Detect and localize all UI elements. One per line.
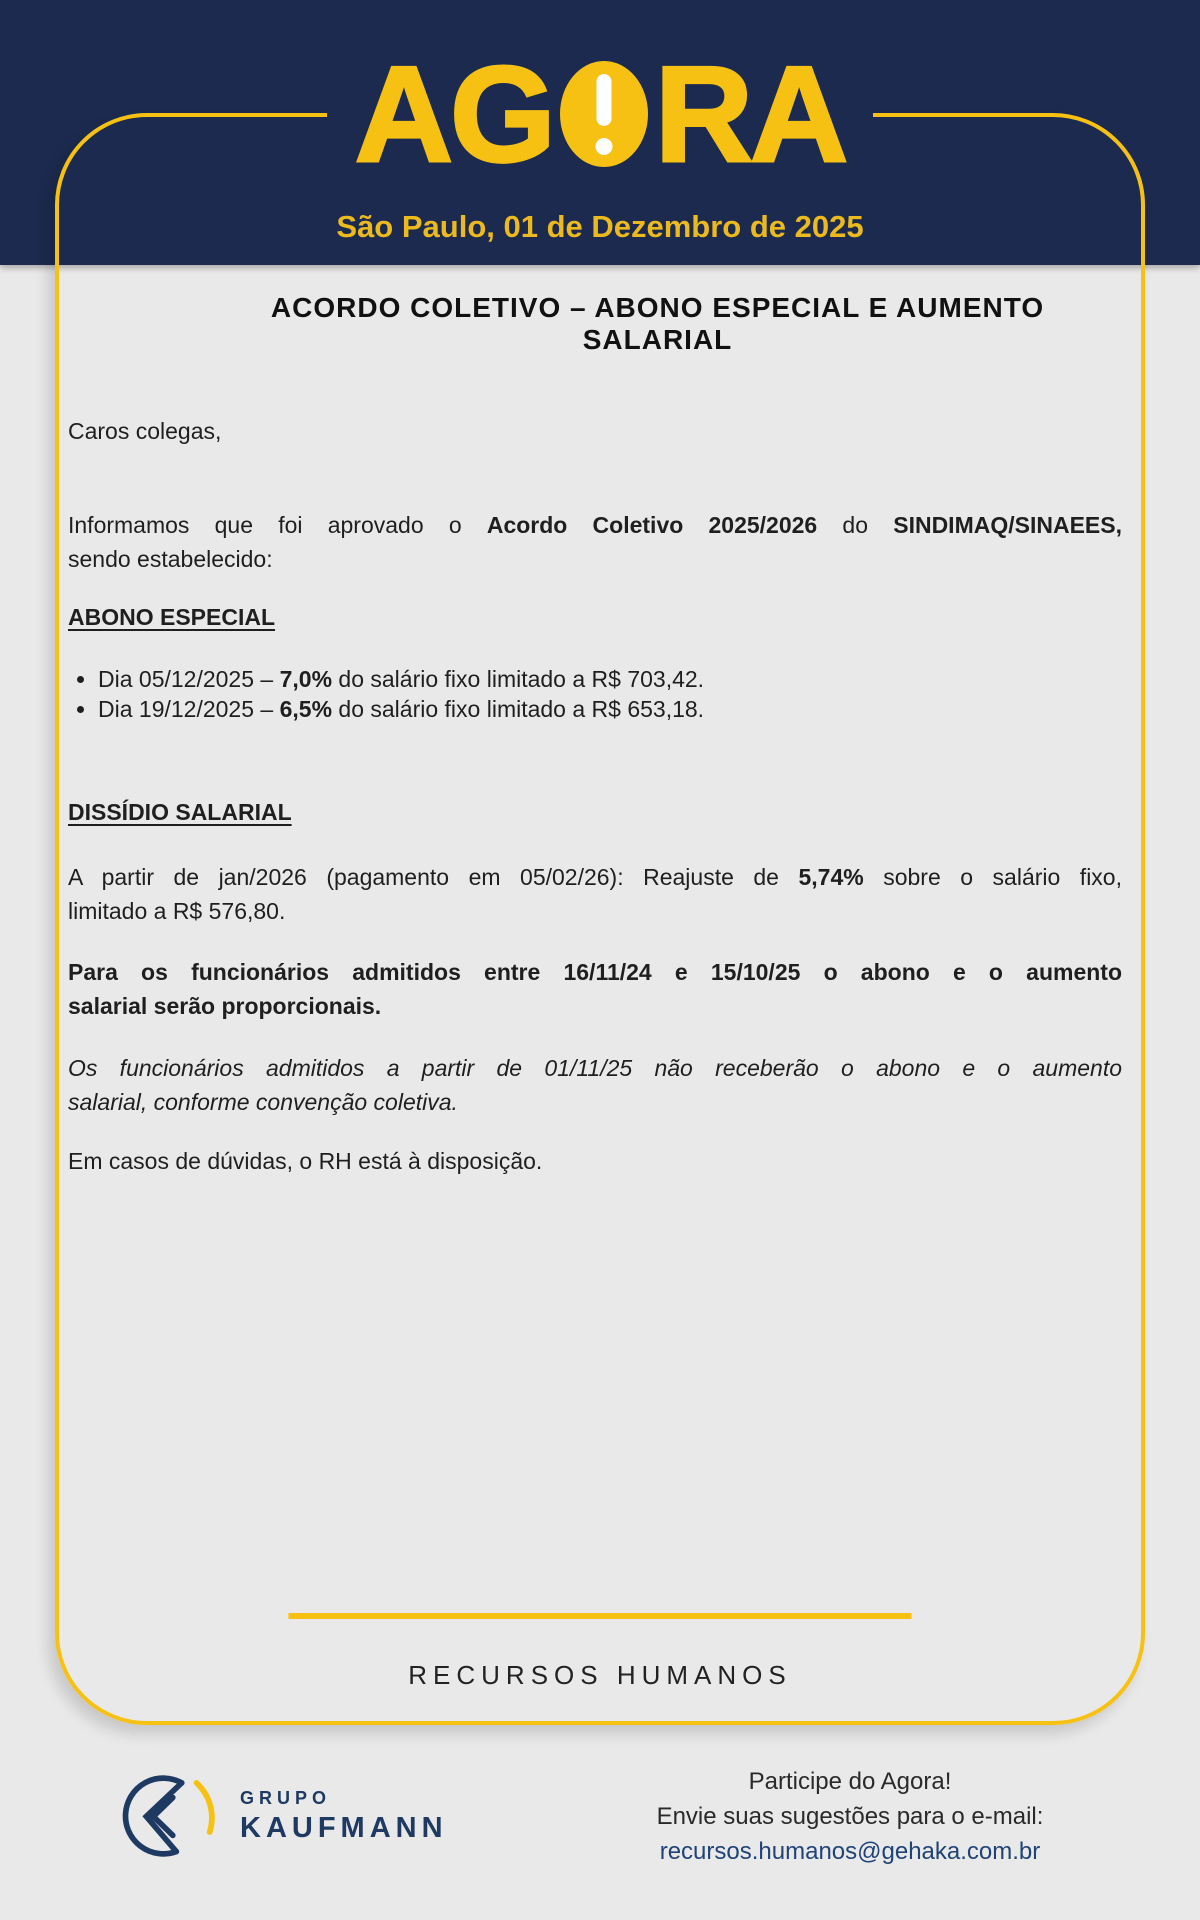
bullet-1-percent: 7,0% xyxy=(279,666,333,692)
intro-line2: sendo estabelecido: xyxy=(68,546,273,572)
proportional-note: Para os funcionários admitidos entre 16/11/24 e 15/10/25 o abono e o aumento salarial serão proporcionais. xyxy=(68,959,1122,1019)
signature: RECURSOS HUMANOS xyxy=(408,1660,792,1690)
brand-grupo: GRUPO xyxy=(240,1787,332,1808)
logo-o-mark xyxy=(560,61,648,167)
signature-divider xyxy=(289,1613,912,1619)
logo-text-left: AG xyxy=(354,38,553,190)
cta-email-row xyxy=(555,1834,1145,1869)
exclusion-note: Os funcionários admitidos a partir de 01/11/25 não receberão o abono e o aumento salarial, conforme convenção coletiva. xyxy=(68,1055,1122,1115)
email-link[interactable]: recursos.humanos@gehaka.com.br xyxy=(659,1838,1041,1865)
footer-cta xyxy=(555,1764,1145,1869)
dissidio-heading: DISSÍDIO SALARIAL xyxy=(68,799,292,825)
letter-title: ACORDO COLETIVO – ABONO ESPECIAL E AUMENTO SALARIAL xyxy=(270,292,1045,355)
agreement-name: Acordo Coletivo 2025/2026 xyxy=(486,512,818,538)
intro-paragraph xyxy=(68,508,1122,576)
salutation: Caros colegas, xyxy=(68,418,222,444)
kaufmann-logo-icon xyxy=(116,1768,222,1864)
logo-text-right: RA xyxy=(654,38,846,190)
masthead-dateline: São Paulo, 01 de Dezembro de 2025 xyxy=(336,209,864,244)
masthead xyxy=(0,36,1200,192)
exclamation-icon xyxy=(596,74,611,126)
bullet-2-percent: 6,5% xyxy=(279,696,333,722)
union-name: SINDIMAQ/SINAEES, xyxy=(893,512,1122,538)
intro-line1: Informamos que foi aprovado o Acordo Coletivo 2025/2026 do SINDIMAQ/SINAEES, xyxy=(68,512,1122,538)
masthead-logo xyxy=(327,36,873,192)
letter-content xyxy=(68,0,1122,1920)
dissidio-line1: A partir de jan/2026 (pagamento em 05/02/26): Reajuste de 5,74% sobre o salário fixo, xyxy=(68,864,1122,890)
dissidio-line2: limitado a R$ 576,80. xyxy=(68,898,286,924)
closing-line: Em casos de dúvidas, o RH está à disposição. xyxy=(68,1148,543,1174)
bullet-item-1: • Dia 05/12/2025 – 7,0% do salário fixo limitado a R$ 703,42. xyxy=(98,664,1122,694)
exclamation-dot-icon xyxy=(595,138,612,155)
kaufmann-brand xyxy=(116,1768,448,1864)
bullet-item-2: • Dia 19/12/2025 – 6,5% do salário fixo limitado a R$ 653,18. xyxy=(98,694,1122,724)
abono-bullet-list xyxy=(68,664,1122,724)
cta-title: Participe do Agora! xyxy=(748,1768,952,1795)
dissidio-percent: 5,74% xyxy=(798,864,864,890)
brand-kaufmann: KAUFMANN xyxy=(240,1811,448,1844)
cta-line: Envie suas sugestões para o e-mail: xyxy=(656,1803,1044,1830)
abono-heading: ABONO ESPECIAL xyxy=(68,604,276,630)
brand-text xyxy=(240,1788,448,1845)
dissidio-paragraph xyxy=(68,860,1122,928)
